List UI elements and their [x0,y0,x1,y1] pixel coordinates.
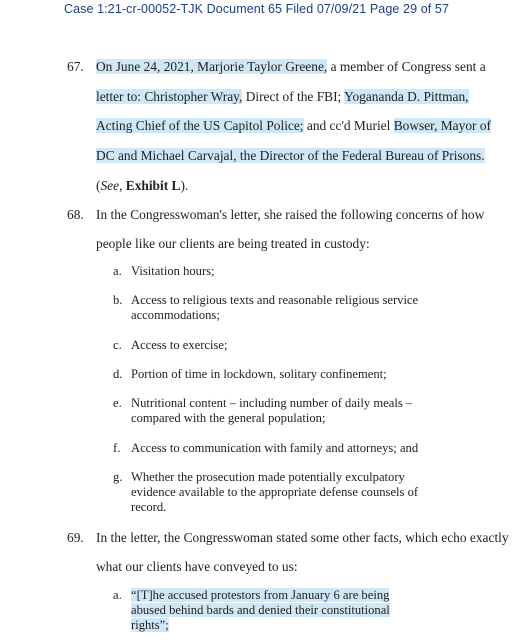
quote-line [131,603,390,618]
paragraph-line [96,59,486,75]
highlighted-text: On June 24, 2021, Marjorie Taylor Greene, [96,59,328,74]
list-item-line: Whether the prosecution made potentially exculpatory [131,470,405,484]
exhibit-reference: Exhibit L [125,178,181,193]
paragraph-line [96,118,491,134]
paragraph-number: 69. [67,530,84,545]
paragraph-line [96,89,469,105]
highlighted-text: abused behind bards and denied their constitutional [131,603,390,617]
highlighted-text: rights”; [131,618,169,632]
highlighted-text: Yoganandа D. Pittman, [344,89,469,104]
list-item-line: Access to communication with family and attorneys; and [131,441,419,455]
list-item-line: accommodations; [131,308,220,322]
list-item-letter: d. [113,367,123,381]
highlighted-text: DC and Michael Carvajal, the Director of the Federal Bureau of Prisons. [96,148,485,163]
list-item-line: Portion of time in lockdown, solitary confinement; [131,367,387,381]
case-header: Case 1:21-cr-00052-TJK Document 65 Filed 07/09/21 Page 29 of 57 [64,2,449,16]
highlighted-text: “[T]he accused protestors from January 6 are being [131,588,390,602]
highlighted-text: Acting Chief of the US Capitol Police; [96,118,304,133]
text-span: a member of Congress sent a [327,59,486,74]
paragraph-line: In the Congresswoman's letter, she raised the following concerns of how [96,207,485,222]
list-item-line: Visitation hours; [131,264,215,278]
list-item-line: evidence available to the appropriate defense counsels of [131,485,419,499]
paragraph-line: In the letter, the Congresswoman stated some other facts, which echo exactly [96,530,509,545]
list-item-letter: g. [113,470,123,484]
list-item-line: record. [131,500,167,514]
text-span: , [119,178,126,193]
paragraph-line [96,148,485,164]
list-item-letter: e. [113,396,122,410]
paragraph-line: people like our clients are being treated in custody: [96,236,370,251]
list-item-letter: a. [113,264,122,278]
highlighted-text: Bowser, Mayor of [393,118,491,133]
paragraph-number: 67. [67,59,84,74]
see-signal: See [100,178,120,193]
paragraph-line [96,178,188,194]
list-item-letter: b. [113,293,123,307]
text-span: and cc'd Muriel [303,118,394,133]
quote-line [131,618,169,633]
quote-line [131,588,389,603]
paragraph-line: what our clients have conveyed to us: [96,559,298,574]
list-item-letter: f. [113,441,121,455]
list-item-letter: c. [113,338,122,352]
paragraph-number: 68. [67,207,84,222]
list-item-letter: a. [113,588,122,602]
list-item-line: Access to exercise; [131,338,228,352]
highlighted-text: letter to: Christopher Wray, [96,89,243,104]
text-span: ). [180,178,189,193]
list-item-line: Access to religious texts and reasonable religious service [131,293,419,307]
text-span: ( [96,178,101,193]
text-span: Direct of the FBI; [242,89,345,104]
list-item-line: Nutritional content – including number of daily meals – [131,396,413,410]
list-item-line: compared with the general population; [131,411,326,425]
